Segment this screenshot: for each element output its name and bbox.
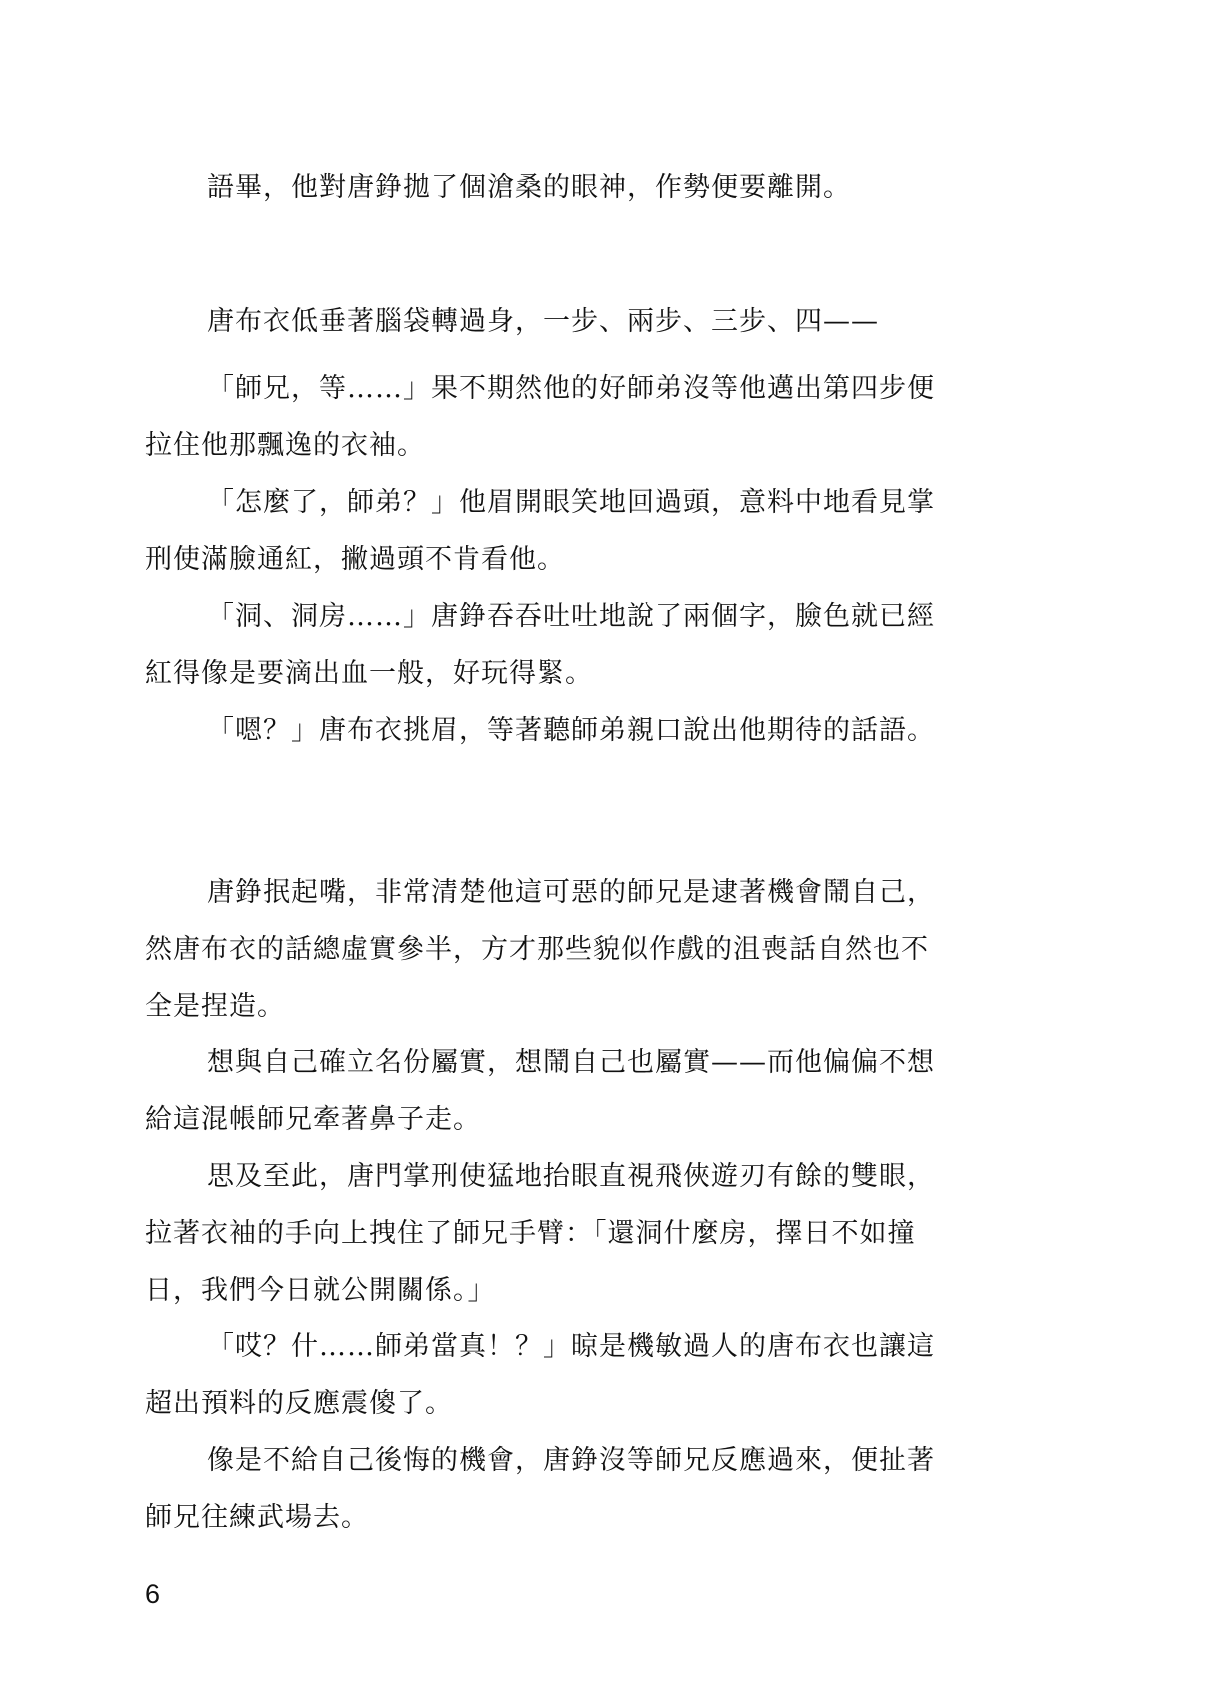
paragraph-2: 唐布衣低垂著腦袋轉過身，一步、兩步、三步、四—— — [207, 306, 879, 337]
paragraph-10: 「哎？什……師弟當真！？」晾是機敏過人的唐布衣也讓這超出預料的反應震傻了。 — [145, 1331, 935, 1419]
paragraph-1: 語畢，他對唐錚拋了個滄桑的眼神，作勢便要離開。 — [207, 172, 851, 203]
paragraph-8: 想與自己確立名份屬實，想鬧自己也屬實——而他偏偏不想給這混帳師兄牽著鼻子走。 — [145, 1047, 935, 1135]
paragraph-6: 「嗯？」唐布衣挑眉，等著聽師弟親口說出他期待的話語。 — [207, 715, 935, 746]
paragraph-11: 像是不給自己後悔的機會，唐錚沒等師兄反應過來，便扯著師兄往練武場去。 — [145, 1445, 935, 1533]
paragraph-3: 「師兄，等……」果不期然他的好師弟沒等他邁出第四步便拉住他那飄逸的衣袖。 — [145, 373, 935, 461]
paragraph-4: 「怎麼了，師弟？」他眉開眼笑地回過頭，意料中地看見掌刑使滿臉通紅，撇過頭不肯看他。 — [145, 487, 935, 575]
page-number: 6 — [145, 1579, 161, 1609]
paragraph-9: 思及至此，唐門掌刑使猛地抬眼直視飛俠遊刃有餘的雙眼，拉著衣袖的手向上拽住了師兄手臂：「還洞什麼房，擇日不如撞日，我們今日就公開關係。」 — [145, 1161, 935, 1306]
paragraph-5: 「洞、洞房……」唐錚吞吞吐吐地說了兩個字，臉色就已經紅得像是要滴出血一般，好玩得緊。 — [145, 601, 935, 689]
paragraph-7: 唐錚抿起嘴，非常清楚他這可惡的師兄是逮著機會鬧自己，然唐布衣的話總虛實參半，方才那些貌似作戲的沮喪話自然也不全是捏造。 — [145, 877, 935, 1022]
